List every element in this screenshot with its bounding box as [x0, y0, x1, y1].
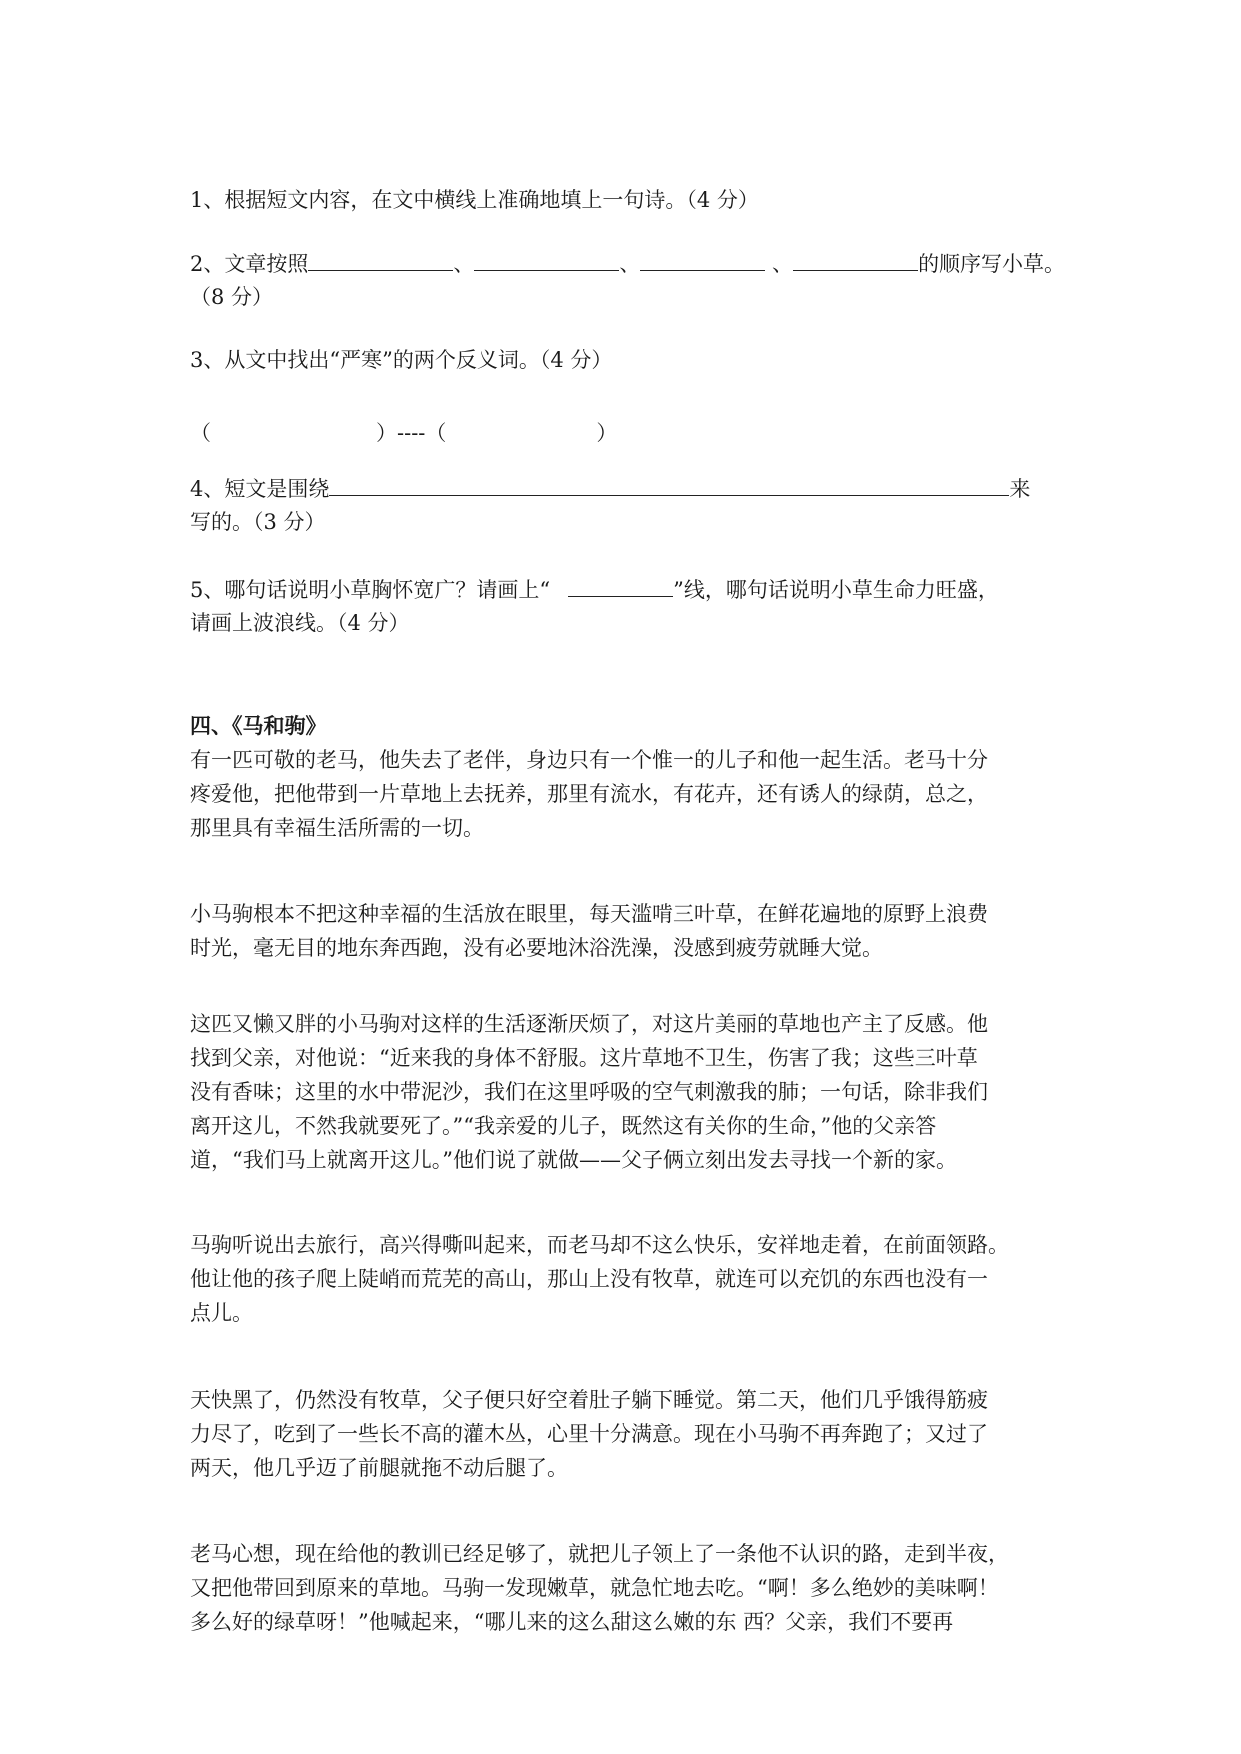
question-4-tail: 来: [1009, 477, 1031, 501]
question-3: [190, 344, 1070, 377]
answer-blank[interactable]: [793, 248, 918, 271]
answer-blank[interactable]: [474, 248, 619, 271]
paragraph-line: 离开这儿，不然我就要死了。”“我亲爱的儿子，既然这有关你的生命，”他的父亲答: [190, 1114, 937, 1138]
paragraph-line: 找到父亲，对他说：“近来我的身体不舒服。这片草地不卫生，伤害了我；这些三叶草: [190, 1046, 978, 1070]
paragraph-line: 多么好的绿草呀！”他喊起来，“哪儿来的这么甜这么嫩的东 西？父亲，我们不要再: [190, 1610, 954, 1634]
paragraph-line: 小马驹根本不把这种幸福的生活放在眼里，每天滥啃三叶草，在鲜花遍地的原野上浪费: [190, 902, 988, 926]
separator: 、: [619, 252, 641, 276]
paragraph-line: 这匹又懒又胖的小马驹对这样的生活逐渐厌烦了，对这片美丽的草地也产主了反感。他: [190, 1012, 988, 1036]
story-paragraph: [190, 743, 1070, 845]
paren-close: ）: [596, 421, 618, 445]
question-5-lead: 5、哪句话说明小草胸怀宽广？请画上“: [190, 578, 551, 602]
paragraph-line: 天快黑了，仍然没有牧草，父子便只好空着肚子躺下睡觉。第二天，他们几乎饿得筋疲: [190, 1388, 988, 1412]
paragraph-line: 力尽了，吃到了一些长不高的灌木丛，心里十分满意。现在小马驹不再奔跑了；又过了: [190, 1422, 988, 1446]
question-2-lead: 2、文章按照: [190, 252, 309, 276]
story-paragraph: [190, 1383, 1070, 1485]
paragraph-line: 疼爱他，把他带到一片草地上去抚养，那里有流水，有花卉，还有诱人的绿荫，总之，: [190, 782, 988, 806]
question-4-lead: 4、短文是围绕: [190, 477, 330, 501]
question-5-tail: ”线，哪句话说明小草生命力旺盛，: [673, 578, 999, 602]
question-3-text: 3、从文中找出“严寒”的两个反义词。（4 分）: [190, 348, 613, 372]
section-heading: 四、《马和驹》: [190, 713, 327, 738]
paragraph-line: 时光，毫无目的地东奔西跑，没有必要地沐浴洗澡，没感到疲劳就睡大觉。: [190, 936, 883, 960]
separator: 、: [453, 252, 475, 276]
paragraph-line: 两天，他几乎迈了前腿就拖不动后腿了。: [190, 1456, 568, 1480]
paragraph-line: 有一匹可敬的老马，他失去了老伴，身边只有一个惟一的儿子和他一起生活。老马十分: [190, 748, 988, 772]
story-paragraph: [190, 1537, 1070, 1639]
antonym-answer-row: [190, 418, 617, 448]
question-1: [190, 184, 1070, 217]
paren-separator: ）----（: [376, 421, 447, 445]
question-5-line-2: 请画上波浪线。（4 分）: [190, 611, 410, 635]
question-5-line-1: [190, 574, 1070, 607]
story-paragraph: [190, 1228, 1070, 1330]
answer-blank[interactable]: [640, 248, 765, 271]
paren-open: （: [190, 421, 211, 445]
question-2-tail: 的顺序写小草。: [918, 252, 1066, 276]
paragraph-line: 点儿。: [190, 1301, 253, 1325]
paragraph-line: 马驹听说出去旅行，高兴得嘶叫起来，而老马却不这么快乐，安祥地走着，在前面领路。: [190, 1233, 1009, 1257]
story-paragraph: [190, 897, 1070, 965]
paragraph-line: 又把他带回到原来的草地。马驹一发现嫩草，就急忙地去吃。“啊！多么绝妙的美味啊！: [190, 1576, 999, 1600]
story-paragraph: [190, 1007, 1070, 1177]
question-2-line-2: （8 分）: [190, 285, 274, 309]
paragraph-line: 没有香味；这里的水中带泥沙，我们在这里呼吸的空气刺激我的肺；一句话，除非我们: [190, 1080, 988, 1104]
paragraph-line: 他让他的孩子爬上陡峭而荒芜的高山，那山上没有牧草，就连可以充饥的东西也没有一: [190, 1267, 988, 1291]
paragraph-line: 道，“我们马上就离开这儿。”他们说了就做——父子俩立刻出发去寻找一个新的家。: [190, 1148, 957, 1172]
separator: 、: [765, 252, 794, 276]
question-2: [190, 248, 1070, 314]
question-4-line-1: [190, 473, 1070, 506]
answer-blank[interactable]: [329, 473, 1009, 496]
paragraph-line: 老马心想，现在给他的教训已经足够了，就把儿子领上了一条他不认识的路，走到半夜，: [190, 1542, 1009, 1566]
question-5: [190, 574, 1070, 640]
question-1-text: 1、根据短文内容，在文中横线上准确地填上一句诗。（4 分）: [190, 188, 759, 212]
question-2-line-1: [190, 248, 1070, 281]
question-4: [190, 473, 1070, 539]
answer-blank[interactable]: [308, 248, 453, 271]
answer-blank[interactable]: [568, 574, 673, 597]
question-4-line-2: 写的。（3 分）: [190, 510, 326, 534]
paragraph-line: 那里具有幸福生活所需的一切。: [190, 816, 484, 840]
